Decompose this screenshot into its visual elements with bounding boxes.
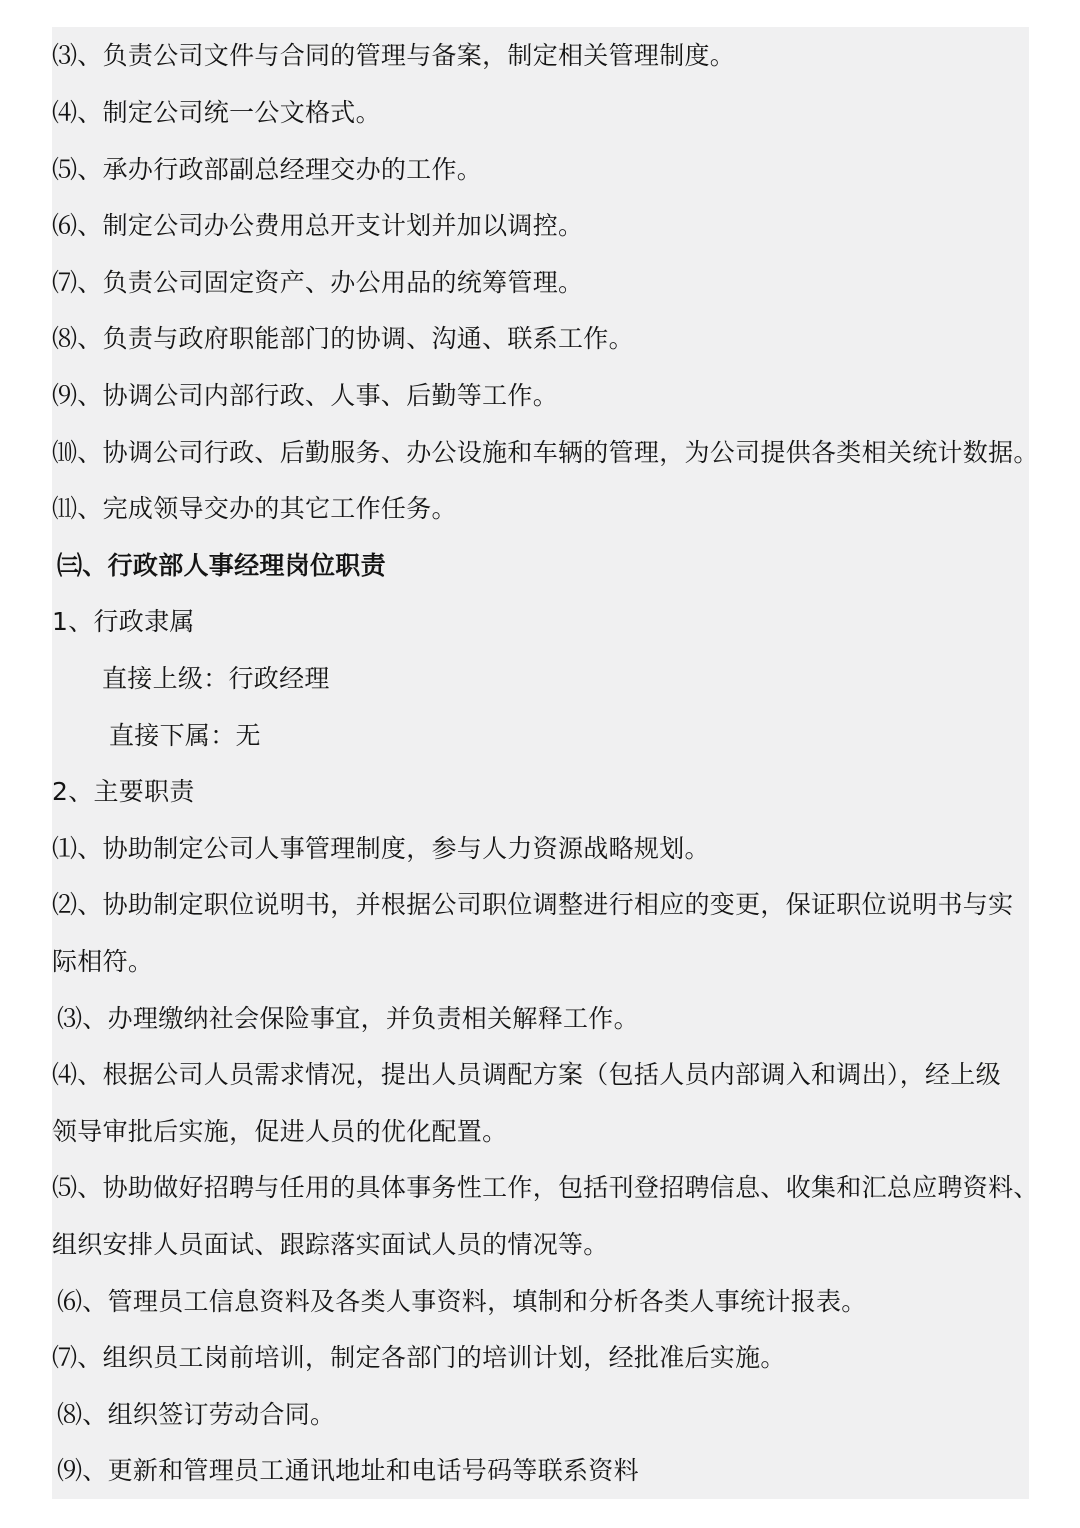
list-item: ⑽、协调公司行政、后勤服务、办公设施和车辆的管理，为公司提供各类相关统计数据。 [52, 438, 1039, 467]
list-item: ⑻、组织签订劳动合同。 [57, 1400, 336, 1429]
list-item: ⑴、协助制定公司人事管理制度，参与人力资源战略规划。 [52, 834, 710, 863]
list-item: ⑶、办理缴纳社会保险事宜，并负责相关解释工作。 [57, 1004, 639, 1033]
list-item-continuation: 领导审批后实施，促进人员的优化配置。 [52, 1117, 508, 1146]
subheading-duties: 2、主要职责 [52, 777, 195, 806]
list-item: ⑾、完成领导交办的其它工作任务。 [52, 494, 457, 523]
list-item-continuation: 际相符。 [52, 947, 154, 976]
section-heading: ㈢、行政部人事经理岗位职责 [57, 551, 386, 580]
list-item: ⑵、协助制定职位说明书，并根据公司职位调整进行相应的变更，保证职位说明书与实 [52, 890, 1014, 919]
list-item: ⑷、制定公司统一公文格式。 [52, 98, 381, 127]
list-item: ⑷、根据公司人员需求情况，提出人员调配方案（包括人员内部调入和调出），经上级 [52, 1060, 1001, 1089]
list-item: ⑼、协调公司内部行政、人事、后勤等工作。 [52, 381, 559, 410]
list-item: ⑼、更新和管理员工通讯地址和电话号码等联系资料 [57, 1456, 639, 1485]
subheading-affiliation: 1、行政隶属 [52, 607, 195, 636]
list-item: ⑹、制定公司办公费用总开支计划并加以调控。 [52, 211, 584, 240]
direct-subordinate: 直接下属：无 [109, 721, 261, 750]
list-item-continuation: 组织安排人员面试、跟踪落实面试人员的情况等。 [52, 1230, 609, 1259]
direct-superior: 直接上级：行政经理 [102, 664, 330, 693]
list-item: ⑻、负责与政府职能部门的协调、沟通、联系工作。 [52, 324, 634, 353]
list-item: ⑺、负责公司固定资产、办公用品的统筹管理。 [52, 268, 584, 297]
list-item: ⑹、管理员工信息资料及各类人事资料，填制和分析各类人事统计报表。 [57, 1287, 867, 1316]
page-background-band [52, 27, 1029, 1499]
list-item: ⑸、协助做好招聘与任用的具体事务性工作，包括刊登招聘信息、收集和汇总应聘资料、 [52, 1173, 1039, 1202]
list-item: ⑺、组织员工岗前培训，制定各部门的培训计划，经批准后实施。 [52, 1343, 786, 1372]
list-item: ⑶、负责公司文件与合同的管理与备案，制定相关管理制度。 [52, 41, 736, 70]
list-item: ⑸、承办行政部副总经理交办的工作。 [52, 155, 483, 184]
